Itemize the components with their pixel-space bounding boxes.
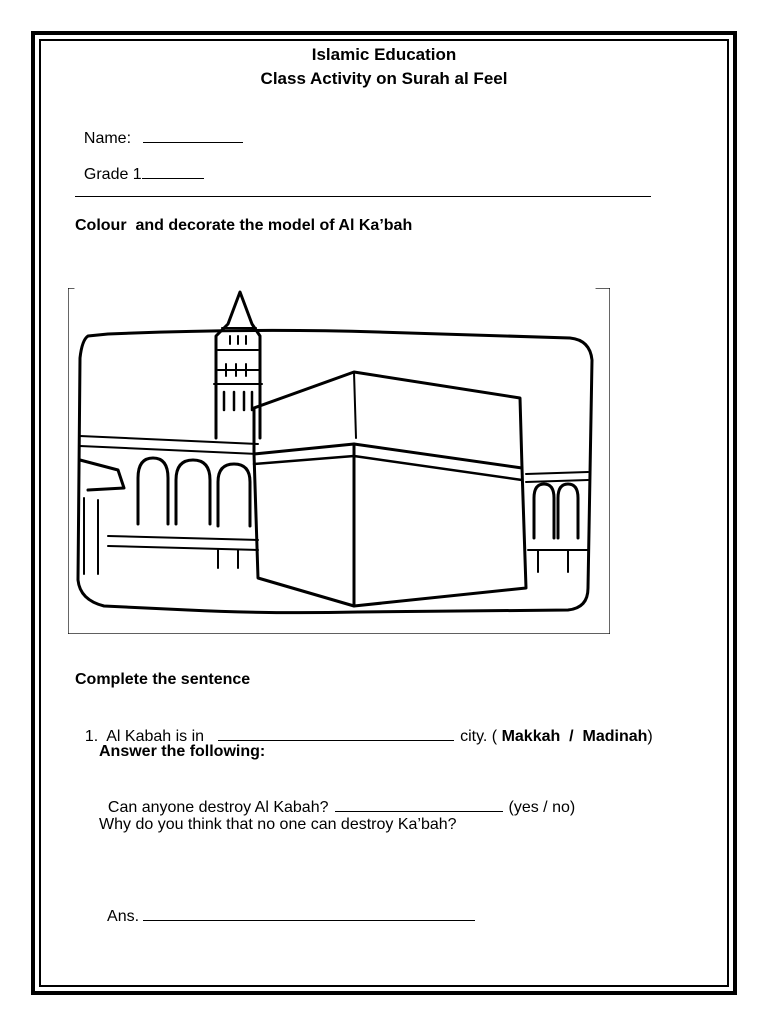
colour-instruction: Colour and decorate the model of Al Ka’bah xyxy=(75,217,413,234)
question-1 xyxy=(76,706,653,747)
yes-no-blank[interactable] xyxy=(335,797,503,812)
kaaba-drawing xyxy=(68,288,610,634)
question-2 xyxy=(99,777,575,818)
question-1-number: 1. xyxy=(84,728,99,745)
full-line-blank[interactable] xyxy=(75,196,651,197)
question-2-options: (yes / no) xyxy=(508,799,576,816)
city-blank[interactable] xyxy=(218,726,454,741)
question-1-text: Al Kabah is in xyxy=(106,728,205,745)
answer-blank[interactable] xyxy=(143,906,475,921)
option-madinah: Madinah xyxy=(582,728,648,745)
question-3: Why do you think that no one can destroy Ka’bah? xyxy=(99,816,457,833)
worksheet-subtitle: Class Activity on Surah al Feel xyxy=(260,69,508,88)
grade-label: Grade 1 xyxy=(83,166,142,183)
question-1-close: ) xyxy=(647,728,653,745)
grade-row xyxy=(75,144,204,185)
name-row xyxy=(75,108,243,149)
question-1-suffix: city. ( xyxy=(460,728,498,745)
answer-row xyxy=(99,886,475,927)
name-blank[interactable] xyxy=(143,128,243,143)
answer-following-heading: Answer the following: xyxy=(99,743,266,760)
complete-sentence-heading: Complete the sentence xyxy=(75,671,251,688)
worksheet-title: Islamic Education xyxy=(311,45,457,64)
answer-label: Ans. xyxy=(107,908,140,925)
option-makkah: Makkah xyxy=(501,728,561,745)
grade-blank[interactable] xyxy=(142,164,204,179)
question-2-text: Can anyone destroy Al Kabah? xyxy=(107,799,329,816)
option-separator: / xyxy=(569,728,574,745)
name-label: Name: xyxy=(83,130,132,147)
